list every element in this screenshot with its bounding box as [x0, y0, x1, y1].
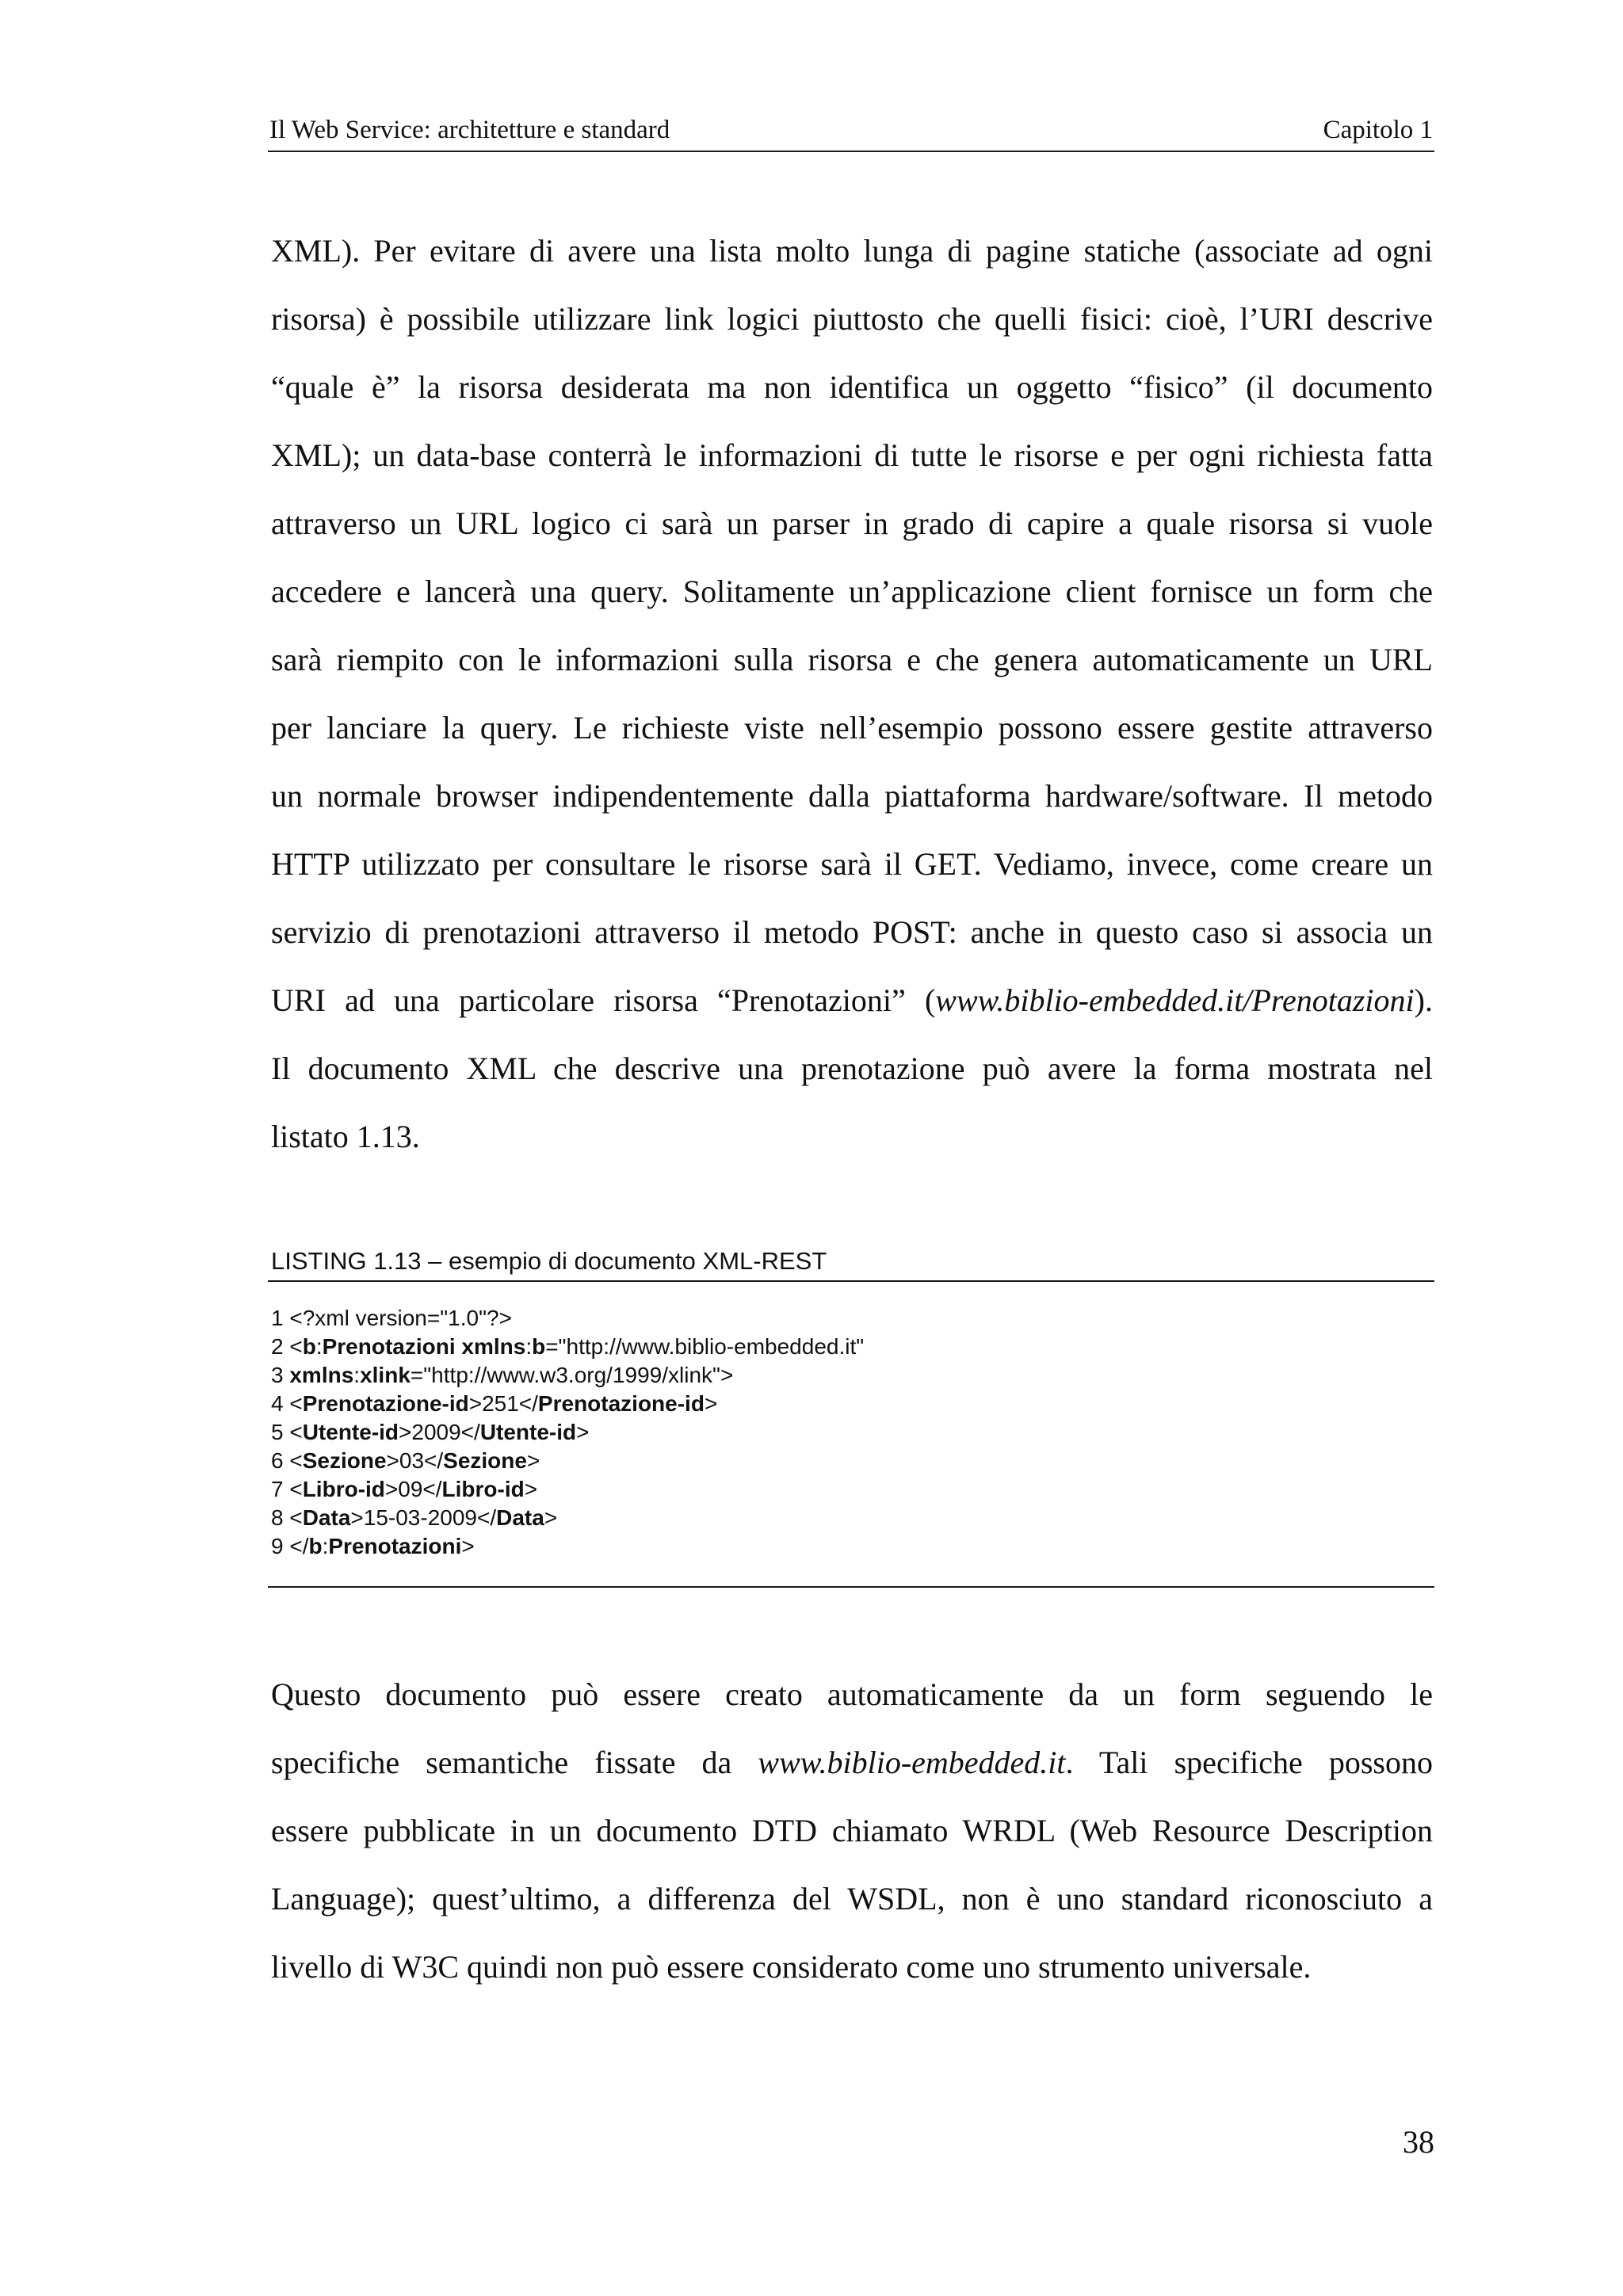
code-token: : — [525, 1334, 533, 1359]
paragraph-line: Questo documento può essere creato automaticamente da un form seguendo le — [271, 1676, 1433, 1712]
code-token: > — [576, 1420, 590, 1444]
code-line — [271, 1532, 1428, 1561]
paragraph-line: per lanciare la query. Le richieste viste nell’esempio possono essere gestite attraverso — [271, 710, 1433, 746]
code-token-bold: Prenotazione-id — [302, 1391, 469, 1416]
code-token: 6 < — [271, 1448, 303, 1473]
code-line — [271, 1390, 1428, 1418]
code-token-bold: b — [532, 1334, 546, 1359]
code-token: >251</ — [468, 1391, 538, 1416]
line-text: specifiche semantiche fissate da — [271, 1745, 758, 1780]
paragraph-line: sarà riempito con le informazioni sulla risorsa e che genera automaticamente un URL — [271, 642, 1433, 677]
code-token: >15-03-2009</ — [350, 1505, 497, 1530]
paragraph-line: Il documento XML che descrive una prenotazione può avere la forma mostrata nel — [271, 1051, 1433, 1086]
paragraph-line — [271, 1729, 1433, 1797]
code-token: > — [524, 1477, 538, 1501]
code-line — [271, 1504, 1428, 1532]
code-token-bold: Utente-id — [479, 1420, 577, 1444]
code-token: 9 </ — [271, 1534, 309, 1558]
code-token: 2 < — [271, 1334, 303, 1359]
running-header — [268, 113, 1434, 152]
paragraph-line: servizio di prenotazioni attraverso il metodo POST: anche in questo caso si associa un — [271, 914, 1433, 950]
code-token-bold: Data — [302, 1505, 351, 1530]
code-token-bold: xlink — [360, 1363, 411, 1387]
code-line — [271, 1361, 1428, 1390]
paragraph-line: accedere e lancerà una query. Solitamente un’applicazione client fornisce un form che — [271, 574, 1433, 609]
paragraph-line: risorsa) è possibile utilizzare link logici piuttosto che quelli fisici: cioè, l’URI descrive — [271, 301, 1433, 337]
code-token: > — [544, 1505, 558, 1530]
line-text: ). — [1414, 982, 1433, 1018]
code-line — [271, 1447, 1428, 1475]
code-token: : — [315, 1334, 323, 1359]
code-token-bold: Sezione — [443, 1448, 527, 1473]
code-token: 5 < — [271, 1420, 303, 1444]
code-line — [271, 1418, 1428, 1447]
header-chapter: Capitolo 1 — [1323, 116, 1433, 144]
code-token: : — [353, 1363, 361, 1387]
paragraph-line — [271, 967, 1433, 1035]
code-token: 1 <?xml version="1.0"?> — [271, 1306, 512, 1330]
page-number: 38 — [1403, 2124, 1434, 2160]
code-token-bold: Utente-id — [302, 1420, 399, 1444]
code-token: 3 — [271, 1363, 290, 1387]
code-token: : — [322, 1534, 329, 1558]
code-token: >2009</ — [399, 1420, 480, 1444]
line-text: URI ad una particolare risorsa “Prenotazioni” ( — [271, 982, 936, 1018]
code-token-bold: b — [302, 1334, 316, 1359]
code-token: ="http://www.biblio-embedded.it" — [545, 1334, 865, 1359]
line-text: . Tali specifiche possono — [1065, 1745, 1433, 1780]
code-token-bold: Libro-id — [302, 1477, 385, 1501]
header-title: Il Web Service: architetture e standard — [269, 116, 670, 144]
paragraph-line: HTTP utilizzato per consultare le risorse sarà il GET. Vediamo, invece, come creare un — [271, 846, 1433, 882]
code-token-bold: Prenotazioni xmlns — [322, 1334, 526, 1359]
paragraph-line: XML). Per evitare di avere una lista molto lunga di pagine statiche (associate ad ogni — [271, 233, 1433, 269]
code-token-bold: Sezione — [302, 1448, 387, 1473]
code-token-bold: Prenotazione-id — [537, 1391, 705, 1416]
code-token-bold: b — [308, 1534, 323, 1558]
code-token-bold: Prenotazioni — [328, 1534, 462, 1558]
paragraph-line: livello di W3C quindi non può essere considerato come uno strumento universale. — [271, 1949, 1312, 1985]
code-token-bold: Data — [496, 1505, 544, 1530]
paragraph-line: XML); un data-base conterrà le informazioni di tutte le risorse e per ogni richiesta fatta — [271, 437, 1433, 473]
paragraph-line: essere pubblicate in un documento DTD chiamato WRDL (Web Resource Description — [271, 1813, 1433, 1848]
body-paragraph-1 — [271, 217, 1433, 1171]
code-line — [271, 1475, 1428, 1504]
listing-bottom-rule — [268, 1586, 1434, 1588]
code-line — [271, 1333, 1428, 1361]
code-token-bold: xmlns — [289, 1363, 354, 1387]
code-token: > — [526, 1448, 540, 1473]
paragraph-line: un normale browser indipendentemente dalla piattaforma hardware/software. Il metodo — [271, 778, 1433, 814]
code-token: >09</ — [384, 1477, 442, 1501]
listing-caption-text: LISTING 1.13 – esempio di documento XML-REST — [271, 1247, 827, 1275]
paragraph-line: listato 1.13. — [271, 1119, 420, 1154]
paragraph-line: Language); quest’ultimo, a differenza del WSDL, non è uno standard riconosciuto a — [271, 1881, 1433, 1917]
code-token-bold: Libro-id — [441, 1477, 525, 1501]
inline-url: www.biblio-embedded.it — [758, 1745, 1066, 1780]
code-token: >03</ — [386, 1448, 444, 1473]
code-token: > — [461, 1534, 475, 1558]
code-token: 7 < — [271, 1477, 303, 1501]
code-token: 4 < — [271, 1391, 303, 1416]
paragraph-line: “quale è” la risorsa desiderata ma non identifica un oggetto “fisico” (il documento — [271, 369, 1433, 405]
code-token: ="http://www.w3.org/1999/xlink"> — [410, 1363, 734, 1387]
code-token: 8 < — [271, 1505, 303, 1530]
inline-url: www.biblio-embedded.it/Prenotazioni — [935, 982, 1415, 1018]
code-token: > — [704, 1391, 718, 1416]
listing-code — [271, 1304, 1428, 1561]
body-paragraph-2 — [271, 1661, 1433, 2001]
code-line — [271, 1304, 1428, 1333]
paragraph-line: attraverso un URL logico ci sarà un parser in grado di capire a quale risorsa si vuole — [271, 505, 1433, 541]
listing-caption — [268, 1245, 1434, 1282]
